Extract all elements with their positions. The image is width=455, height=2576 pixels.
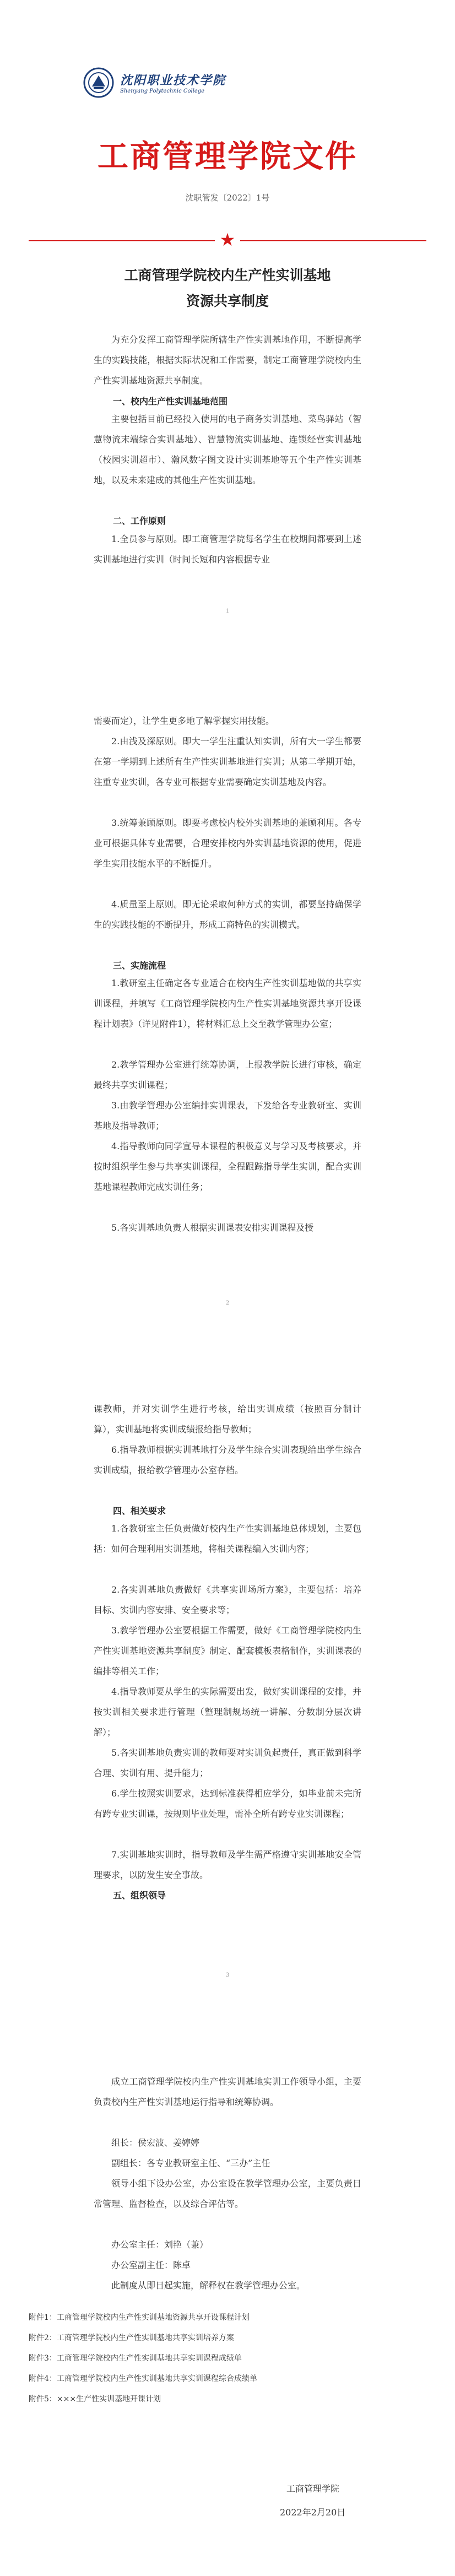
paragraph-principle-3: 3.统筹兼顾原则。即要考虑校内校外实训基地的兼顾利用。各专业可根据具体专业需要，合理安排校内外实训基地资源的使用，促进学生实用技能水平的不断提升。	[94, 818, 361, 869]
issue-date: 2022年2月20日	[280, 2507, 346, 2518]
attachment-item: 附件1：工商管理学院校内生产性实训基地资源共享开设课程计划	[29, 2313, 250, 2322]
paragraph-office: 领导小组下设办公室，办公室设在教学管理办公室，主要负责日常管理、监督检查，以及综合评估等。	[94, 2178, 361, 2209]
section-heading-3: 三、实施流程	[113, 960, 166, 971]
paragraph-requirement-7: 7.实训基地实训时，指导教师及学生需严格遵守实训基地安全管理要求，以防发生安全事故。	[94, 1849, 361, 1880]
paragraph-requirement-6: 6.学生按照实训要求，达到标准获得相应学分，如毕业前未完所有跨专业实训课，按规则毕业处理，需补全所有跨专业实训课程；	[94, 1788, 361, 1819]
office-director: 办公室主任：刘艳（兼）	[111, 2239, 209, 2250]
paragraph-principle-4: 4.质量至上原则。即无论采取何种方式的实训，都要坚持确保学生的实践技能的不断提升，形成工商特色的实训模式。	[94, 899, 361, 930]
paragraph-process-4: 4.指导教师向同学宣导本课程的积极意义与学习及考核要求，并按时组织学生参与共享实训课程，全程跟踪指导学生实训，配合实训基地课程教师完成实训任务；	[94, 1141, 361, 1192]
section-heading-4: 四、相关要求	[113, 1506, 166, 1516]
header-divider-left	[29, 240, 215, 241]
paragraph-process-2: 2.教学管理办公室进行统筹协调，上报教学院长进行审核，确定最终共享实训课程；	[94, 1059, 361, 1090]
paragraph-process-1: 1.教研室主任确定各专业适合在校内生产性实训基地做的共享实训课程，并填写《工商管理学院校内生产性实训基地资源共享开设课程计划表》（详见附件1），将材料汇总上交至教学管理办公室；	[94, 978, 361, 1029]
paragraph-process-6: 6.指导教师根据实训基地打分及学生综合实训表现给出学生综合实训成绩，报给教学管理办公室存档。	[94, 1444, 361, 1475]
page-number: 2	[225, 1300, 230, 1306]
section-heading-1: 一、校内生产性实训基地范围	[113, 396, 228, 407]
paragraph-requirement-5: 5.各实训基地负责实训的教师要对实训负起责任，真正做到科学合理、实训有用、提升能力；	[94, 1747, 361, 1778]
attachment-item: 附件4：工商管理学院校内生产性实训基地共享实训课程综合成绩单	[29, 2374, 257, 2383]
paragraph-leadership: 成立工商管理学院校内生产性实训基地实训工作领导小组，主要负责校内生产性实训基地运行指导和统筹协调。	[94, 2076, 361, 2107]
paragraph-effective: 此制度从即日起实施，解释权在教学管理办公室。	[111, 2280, 306, 2291]
office-deputy-director: 办公室副主任：陈卓	[111, 2260, 191, 2270]
section-heading-5: 五、组织领导	[113, 1890, 166, 1901]
logo-name-cn: 沈阳职业技术学院	[120, 73, 226, 88]
header-divider-right	[240, 240, 426, 241]
intro-paragraph: 为充分发挥工商管理学院所辖生产性实训基地作用，不断提高学生的实践技能，根据实际状况和工作需要，制定工商管理学院校内生产性实训基地资源共享制度。	[94, 334, 361, 386]
regulation-title-line2: 资源共享制度	[186, 293, 269, 309]
section-heading-2: 二、工作原则	[113, 516, 166, 526]
paragraph-requirement-2: 2.各实训基地负责做好《共享实训场所方案》，主要包括：培养目标、实训内容安排、安全要求等；	[94, 1584, 361, 1615]
college-logo	[83, 66, 226, 99]
paragraph-principle-1-cont: 需要而定），让学生更多地了解掌握实用技能。	[94, 716, 275, 726]
attachment-item: 附件2：工商管理学院校内生产性实训基地共享实训培养方案	[29, 2334, 234, 2342]
paragraph-requirement-1: 1.各教研室主任负责做好校内生产性实训基地总体规划，主要包括：如何合理利用实训基地，将相关课程编入实训内容；	[94, 1523, 361, 1554]
deputy-leader-list: 副组长：各专业教研室主任、“三办”主任	[111, 2158, 270, 2168]
star-icon: ★	[219, 229, 236, 250]
paragraph-principle-2: 2.由浅及深原则。即大一学生注重认知实训，所有大一学生都要在第一学期到上述所有生产性实训基地进行实训；从第二学期开始，注重专业实训，各专业可根据专业需要确定实训基地及内容。	[94, 736, 361, 787]
paragraph-process-3: 3.由教学管理办公室编排实训课表，下发给各专业教研室、实训基地及指导教师；	[94, 1100, 361, 1131]
paragraph-requirement-3: 3.教学管理办公室要根据工作需要，做好《工商管理学院校内生产性实训基地资源共享制度》制定、配套模板表格制作，实训课表的编排等相关工作；	[94, 1625, 361, 1676]
college-emblem-icon	[83, 67, 115, 99]
paragraph-principle-1: 1.全员参与原则。即工商管理学院每名学生在校期间都要到上述实训基地进行实训（时间长短和内容根据专业	[94, 534, 361, 565]
paragraph-process-5: 5.各实训基地负责人根据实训课表安排实训课程及授	[111, 1222, 314, 1233]
issuing-organization: 工商管理学院	[286, 2483, 340, 2494]
document-number: 沈职管发〔2022〕1号	[185, 193, 270, 203]
page-number: 1	[225, 608, 230, 614]
paragraph-process-5-cont: 课教师，并对实训学生进行考核，给出实训成绩（按照百分制计算），实训基地将实训成绩报给指导教师；	[94, 1404, 361, 1435]
attachment-item: 附件3：工商管理学院校内生产性实训基地共享实训课程成绩单	[29, 2354, 242, 2363]
regulation-title-line1: 工商管理学院校内生产性实训基地	[124, 267, 331, 283]
paragraph-scope: 主要包括目前已经投入使用的电子商务实训基地、菜鸟驿站（智慧物流末端综合实训基地）、智慧物流实训基地、连锁经营实训基地（校园实训超市）、瀚风数字图文设计实训基地等五个生产性实训基地，以及未来建成的其他生产性实训基地。	[94, 414, 361, 485]
paragraph-requirement-4: 4.指导教师要从学生的实际需要出发，做好实训课程的安排，并按实训相关要求进行管理（整理制规场统一讲解、分数制分层次讲解）；	[94, 1686, 361, 1738]
logo-name-en: Shenyang Polytechnic College	[120, 88, 205, 94]
attachment-item: 附件5：×××生产性实训基地开课计划	[29, 2395, 161, 2404]
document-title: 工商管理学院文件	[98, 139, 358, 175]
attachment-list	[29, 2308, 436, 2410]
leader-list: 组长：侯宏波、姜婷婷	[111, 2137, 200, 2148]
page-number: 3	[225, 1972, 230, 1978]
